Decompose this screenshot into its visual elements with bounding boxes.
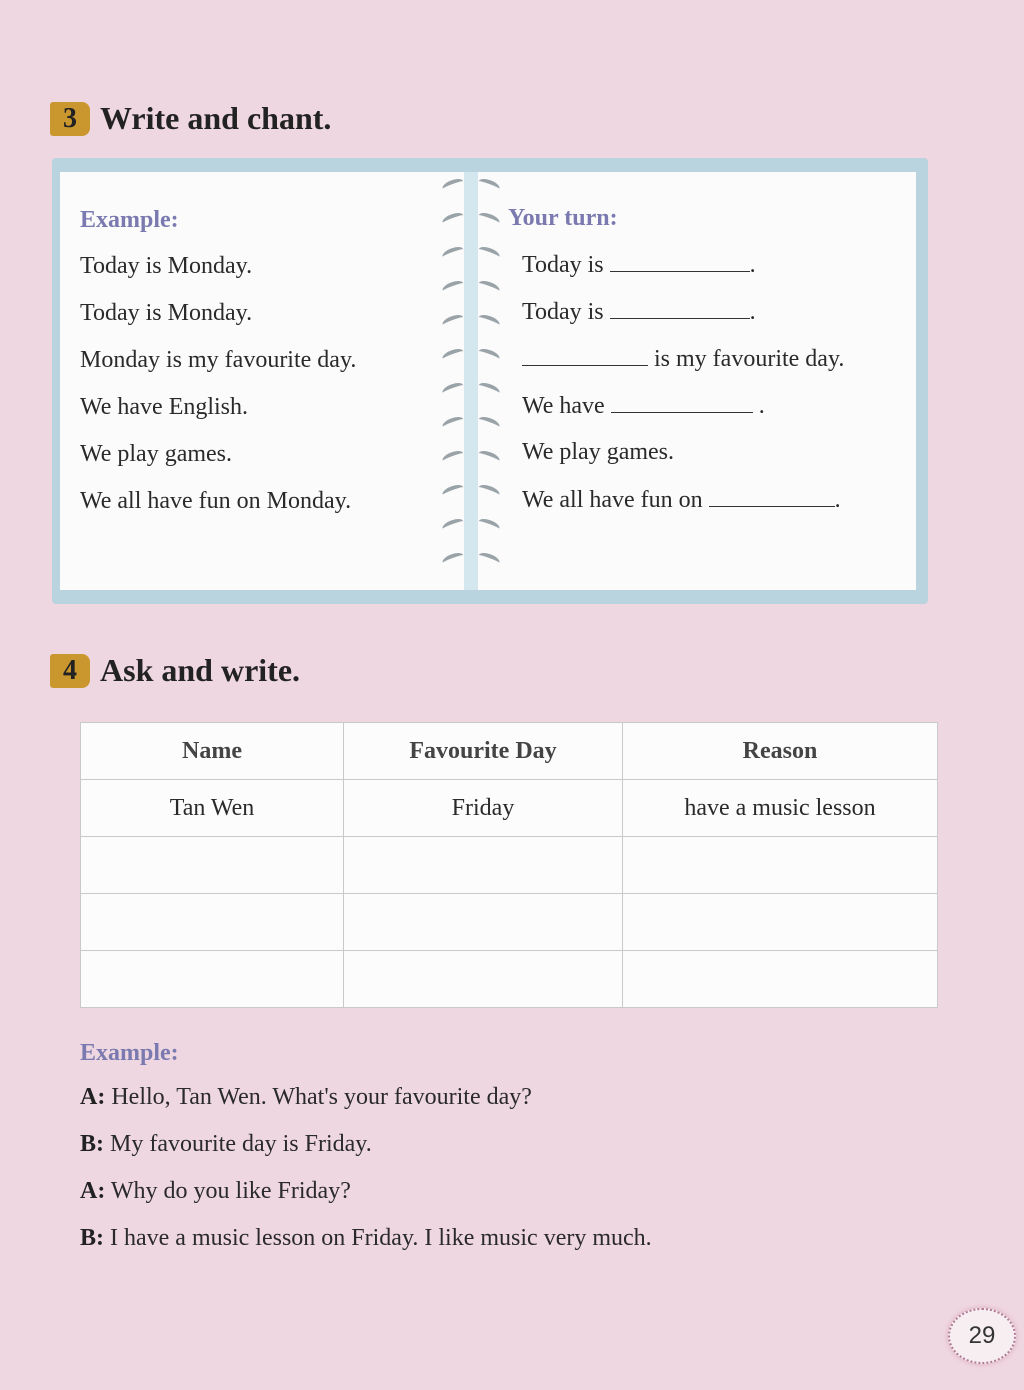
- section-number-badge: 4: [50, 654, 90, 688]
- table-cell[interactable]: [623, 837, 938, 894]
- example-line: We play games.: [80, 441, 233, 467]
- line-text: We have: [522, 393, 611, 419]
- table-row: [81, 780, 938, 837]
- your-turn-line: [522, 392, 765, 420]
- dialogue-line: [80, 1178, 351, 1205]
- table-cell[interactable]: [81, 837, 344, 894]
- fill-in-blank[interactable]: [610, 251, 750, 272]
- table-row: [81, 894, 938, 951]
- dialogue-text: Why do you like Friday?: [105, 1178, 351, 1204]
- section-title: Write and chant.: [100, 100, 332, 136]
- table-cell[interactable]: [81, 951, 344, 1008]
- example-line: We have English.: [80, 394, 249, 420]
- dialogue-text: Hello, Tan Wen. What's your favourite day?: [105, 1084, 532, 1110]
- example-label: Example:: [80, 207, 179, 233]
- example-label: Example:: [80, 1040, 179, 1066]
- example-line: Today is Monday.: [80, 253, 253, 279]
- table-cell[interactable]: [623, 951, 938, 1008]
- section-number-badge: 3: [50, 102, 90, 136]
- your-turn-line: [522, 298, 756, 326]
- table-cell: Tan Wen: [81, 780, 344, 837]
- notebook-spiral: [464, 172, 478, 590]
- favourite-day-table: [80, 722, 938, 1008]
- header-name: Name: [81, 723, 344, 780]
- table-row: [81, 837, 938, 894]
- fill-in-blank[interactable]: [709, 486, 835, 507]
- your-turn-line: [522, 251, 756, 279]
- line-text: .: [749, 252, 756, 278]
- line-text: is my favourite day.: [648, 346, 845, 372]
- dialogue-text: My favourite day is Friday.: [104, 1131, 372, 1157]
- speaker-label: A:: [80, 1178, 106, 1204]
- section-3-heading: [50, 100, 331, 137]
- fill-in-blank[interactable]: [611, 392, 753, 413]
- example-line: Monday is my favourite day.: [80, 347, 357, 373]
- your-turn-line: [522, 345, 844, 373]
- table-cell: have a music lesson: [623, 780, 938, 837]
- your-turn-label: Your turn:: [508, 205, 618, 231]
- table-cell[interactable]: [623, 894, 938, 951]
- speaker-label: B:: [80, 1225, 104, 1251]
- speaker-label: B:: [80, 1131, 104, 1157]
- example-line: We all have fun on Monday.: [80, 488, 352, 514]
- your-turn-line: [522, 486, 841, 514]
- section-title: Ask and write.: [100, 652, 301, 688]
- line-text: .: [749, 299, 756, 325]
- table-cell[interactable]: [344, 894, 623, 951]
- table-cell: Friday: [344, 780, 623, 837]
- table-cell[interactable]: [81, 894, 344, 951]
- line-text: We all have fun on: [522, 487, 709, 513]
- speaker-label: A:: [80, 1084, 106, 1110]
- table-cell[interactable]: [344, 951, 623, 1008]
- dialogue-line: [80, 1131, 372, 1158]
- fill-in-blank[interactable]: [610, 298, 750, 319]
- page-number: 29: [948, 1308, 1016, 1364]
- line-text: .: [752, 393, 765, 419]
- header-reason: Reason: [623, 723, 938, 780]
- table-cell[interactable]: [344, 837, 623, 894]
- your-turn-line: [522, 439, 674, 466]
- header-favourite-day: Favourite Day: [344, 723, 623, 780]
- section-4-heading: [50, 652, 300, 689]
- table-row: [81, 951, 938, 1008]
- line-text: Today is: [522, 252, 610, 278]
- line-text: We play games.: [522, 439, 675, 465]
- line-text: .: [834, 487, 841, 513]
- dialogue-line: [80, 1225, 652, 1252]
- fill-in-blank[interactable]: [522, 345, 648, 366]
- example-line: Today is Monday.: [80, 300, 253, 326]
- dialogue-text: I have a music lesson on Friday. I like music very much.: [104, 1225, 652, 1251]
- dialogue-line: [80, 1084, 532, 1111]
- line-text: Today is: [522, 299, 610, 325]
